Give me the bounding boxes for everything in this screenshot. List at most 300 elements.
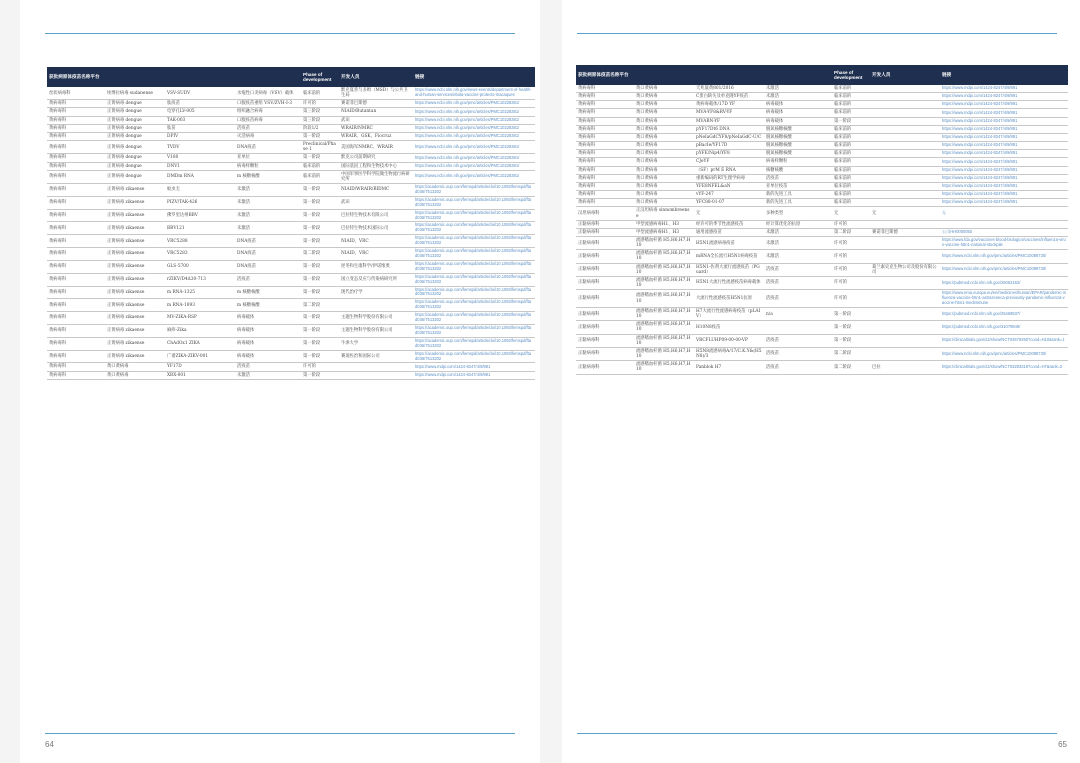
cell-link[interactable]: https://www.mdpi.com/1424-8247/4/9/891 xyxy=(940,101,1068,109)
cell-developer: 默克夏普与多姆（MSD）与公共卫生局 xyxy=(339,87,413,100)
cell-link[interactable]: https://www.mdpi.com/1424-8247/4/9/891 xyxy=(413,363,535,371)
cell-vaccine: 麻疹-Zika xyxy=(165,324,235,337)
cell-pathogen: 正黄病毒 zikaense xyxy=(105,260,165,273)
cell-platform: 未激活 xyxy=(235,184,301,197)
table-row xyxy=(576,334,1068,347)
cell-pathogen: 黄口黄病毒 xyxy=(634,142,694,150)
cell-family: 正黏病毒科 xyxy=(576,236,634,249)
cell-phase: 临床前的 xyxy=(832,133,870,141)
cell-family: 正黏病毒科 xyxy=(576,276,634,289)
cell-developer: NIAID/Butantan xyxy=(339,108,413,116)
cell-platform xyxy=(764,321,832,334)
cell-vaccine: 蚊虫无 xyxy=(165,184,235,197)
cell-platform: m 核糖核酸 xyxy=(235,170,301,183)
top-rule xyxy=(577,33,1057,34)
cell-platform: n/a xyxy=(764,307,832,320)
cell-vaccine: TVDV xyxy=(165,141,235,154)
cell-phase: 许可的 xyxy=(832,236,870,249)
cell-link[interactable]: https://academic.oup.com/femspd/article/doi/10.1093/femspd/ftad036/7513202 xyxy=(413,299,535,312)
cell-family: 黄病毒科 xyxy=(47,286,105,299)
table-row xyxy=(576,93,1068,101)
table-row xyxy=(576,101,1068,109)
cell-pathogen: 黄口黄病毒 xyxy=(634,133,694,141)
cell-link[interactable]: https://www.mdpi.com/1424-8247/4/9/891 xyxy=(940,93,1068,101)
cell-vaccine: 广谱ZIKA-ZIKV-001 xyxy=(165,350,235,363)
table-header-row xyxy=(576,65,1068,85)
cell-vaccine: 通用流感疫苗 xyxy=(694,228,764,236)
cell-phase: 临床前的 xyxy=(832,166,870,174)
cell-developer: 巴拉特生物技术有限公司 xyxy=(339,209,413,222)
cell-family: 黄病毒科 xyxy=(47,337,105,350)
cell-pathogen: 流感嗜血杆菌 H5,H6,H7,H10 xyxy=(634,236,694,249)
cell-pathogen: 黄口黄病毒 xyxy=(634,109,694,117)
cell-developer: 赛迪佐治和国际公司 xyxy=(339,350,413,363)
cell-phase: 许可的 xyxy=(832,276,870,289)
cell-link[interactable]: https://www.mdpi.com/1424-8247/4/9/891 xyxy=(940,133,1068,141)
cell-developer xyxy=(870,334,940,347)
cell-family: 黄病毒科 xyxy=(47,116,105,124)
cell-phase: 第一阶段 xyxy=(301,350,339,363)
cell-link[interactable]: https://www.mdpi.com/1424-8247/4/9/891 xyxy=(940,158,1068,166)
cell-phase: 临床前的 xyxy=(301,170,339,183)
cell-link[interactable]: https://academic.oup.com/femspd/article/doi/10.1093/femspd/ftad036/7513202 xyxy=(413,235,535,248)
cell-developer xyxy=(870,307,940,320)
cell-phase: 临床前的 xyxy=(832,142,870,150)
table-row xyxy=(47,162,535,170)
cell-vaccine: 佛罗里达州BBV xyxy=(165,209,235,222)
cell-phase: 第一阶段 xyxy=(301,184,339,197)
cell-link[interactable] xyxy=(940,220,1068,228)
table-row xyxy=(47,299,535,312)
cell-vaccine: MVABN-YF xyxy=(694,117,764,125)
cell-pathogen: 流感嗜血杆菌 H5,H6,H7,H10 xyxy=(634,290,694,308)
cell-family: 黄病毒科 xyxy=(47,184,105,197)
cell-link[interactable]: https://academic.oup.com/femspd/article/doi/10.1093/femspd/ftad036/7513202 xyxy=(413,312,535,325)
cell-family: 正黏病毒科 xyxy=(576,307,634,320)
cell-family: 正黏病毒科 xyxy=(576,290,634,308)
cell-developer: 主题生物科学股份有限公司 xyxy=(339,312,413,325)
cell-link[interactable]: https://www.mdpi.com/1424-8247/4/9/891 xyxy=(940,199,1068,207)
table-row xyxy=(47,100,535,108)
cell-family: 黄病毒科 xyxy=(576,85,634,93)
cell-pathogen: 黄口黄病毒 xyxy=(634,85,694,93)
cell-platform: 未激活 xyxy=(235,371,301,379)
cell-developer: 现代治疗学 xyxy=(339,286,413,299)
cell-phase: 许可的 xyxy=(832,263,870,276)
cell-vaccine: CJeYF xyxy=(694,158,764,166)
cell-developer xyxy=(339,363,413,371)
cell-developer xyxy=(870,321,940,334)
cell-vaccine: H5N8流感病毒A/17/C.K.Y&(H5N8)/3 xyxy=(694,347,764,360)
cell-phase: 第一阶段 xyxy=(301,273,339,286)
table-row xyxy=(47,196,535,209)
cell-vaccine: 黄病毒载体/17D YF xyxy=(694,101,764,109)
cell-link[interactable]: https://clinicaltrials.gov/ct2/show/NCT03283319?cond=H7&rank=2 xyxy=(940,361,1068,374)
cell-vaccine: 电穿孔LV-005 xyxy=(165,108,235,116)
cell-family: 黄病毒科 xyxy=(576,142,634,150)
cell-pathogen: 黄口黄病毒 xyxy=(634,117,694,125)
left-page xyxy=(20,0,540,763)
cell-family: 黄病毒科 xyxy=(47,209,105,222)
cell-platform: 口服疫苗病毒 xyxy=(235,116,301,124)
cell-link[interactable]: https://www.mdpi.com/1424-8247/4/9/891 xyxy=(940,191,1068,199)
cell-pathogen: 流感嗜血杆菌 H5,H6,H7,H10 xyxy=(634,361,694,374)
cell-family: 黄病毒科 xyxy=(47,170,105,183)
cell-pathogen: 黄口黄病毒 xyxy=(105,363,165,371)
cell-link[interactable]: https://www.ncbi.nlm.nih.gov/pmc/articles/PMC10228381/ xyxy=(413,100,535,108)
cell-family: 黄病毒科 xyxy=(576,109,634,117)
cell-vaccine: DPIV xyxy=(165,132,235,140)
cell-platform: 病毒载体 xyxy=(235,337,301,350)
cell-link[interactable]: https://www.ncbi.nlm.nih.gov/pmc/articles/PMC10088730/ xyxy=(940,250,1068,263)
cell-link[interactable]: https://www.ncbi.nlm.nih.gov/pmc/articles/PMC10228381/ xyxy=(413,162,535,170)
table-row xyxy=(47,87,535,100)
table-row xyxy=(47,170,535,183)
table-row xyxy=(576,250,1068,263)
cell-family: 黄病毒科 xyxy=(576,182,634,190)
cell-family: 正黏病毒科 xyxy=(576,250,634,263)
cell-platform: 核糖核酸 xyxy=(764,166,832,174)
cell-link[interactable]: https://www.mdpi.com/1424-8247/4/9/891 xyxy=(940,166,1068,174)
cell-pathogen: 正黄病毒 dengue xyxy=(105,108,165,116)
cell-phase: 第三阶段 xyxy=(301,116,339,124)
cell-link[interactable]: https://academic.oup.com/femspd/article/doi/10.1093/femspd/ftad036/7513202 xyxy=(413,222,535,235)
cell-developer xyxy=(870,158,940,166)
cell-family: 黄病毒科 xyxy=(47,260,105,273)
cell-link[interactable]: https://academic.oup.com/femspd/article/doi/10.1093/femspd/ftad036/7513202 xyxy=(413,196,535,209)
cell-platform: 未激活 xyxy=(764,228,832,236)
cell-link[interactable]: https://academic.oup.com/femspd/article/doi/10.1093/femspd/ftad036/7513202 xyxy=(413,273,535,286)
cell-developer xyxy=(870,174,940,182)
table-row xyxy=(576,307,1068,320)
cell-family: 黄病毒科 xyxy=(576,150,634,158)
cell-developer: 巴拉 xyxy=(870,361,940,374)
cell-phase: 第一阶段 xyxy=(301,222,339,235)
cell-pathogen: 正黄病毒 dengue xyxy=(105,124,165,132)
cell-developer: WRAIR、GSK、Fiocruz xyxy=(339,132,413,140)
cell-phase: 第三阶段 xyxy=(301,108,339,116)
cell-platform: 病毒样颗粒 xyxy=(764,158,832,166)
table-row xyxy=(576,117,1068,125)
cell-phase: 第二阶段 xyxy=(832,361,870,374)
cell-link[interactable]: https://www.mdpi.com/1424-8247/4/9/891 xyxy=(940,142,1068,150)
cell-platform: 病毒载体 xyxy=(764,117,832,125)
cell-pathogen: 黄口黄病毒 xyxy=(105,371,165,379)
cell-vaccine: pYFE/Nip4/YF8 xyxy=(694,150,764,158)
cell-link[interactable]: https://www.ncbi.nlm.nih.gov/pmc/articles/PMC10228381/ xyxy=(413,132,535,140)
cell-pathogen: 正黄病毒 zikaense xyxy=(105,248,165,261)
cell-link[interactable]: https://academic.oup.com/femspd/article/doi/10.1093/femspd/ftad036/7513202 xyxy=(413,260,535,273)
table-row xyxy=(576,347,1068,360)
cell-platform: 病毒载体 xyxy=(235,350,301,363)
cell-link[interactable]: https://academic.oup.com/femspd/article/doi/10.1093/femspd/ftad036/7513202 xyxy=(413,184,535,197)
cell-developer xyxy=(870,166,940,174)
cell-phase: 第一阶段 xyxy=(832,321,870,334)
cell-family: 正黏病毒科 xyxy=(576,321,634,334)
cell-link[interactable]: https://www.ncbi.nlm.nih.gov/pmc/articles/PMC10088730/ xyxy=(940,347,1068,360)
table-row xyxy=(47,324,535,337)
cell-pathogen: 黄口黄病毒 xyxy=(634,174,694,182)
table-row xyxy=(576,361,1068,374)
cell-pathogen: 流感嗜血杆菌 H5,H6,H7,H10 xyxy=(634,276,694,289)
cell-family: 黄病毒科 xyxy=(47,371,105,379)
cell-family: 黄病毒科 xyxy=(576,117,634,125)
cell-phase: 临床前的 xyxy=(832,125,870,133)
cell-vaccine: PIZV/TAK-426 xyxy=(165,196,235,209)
cell-developer xyxy=(870,276,940,289)
cell-phase: 临床前的 xyxy=(832,93,870,101)
table-row xyxy=(576,207,1068,220)
cell-pathogen: 正黄病毒 zikaense xyxy=(105,209,165,222)
cell-vaccine: pBacIe/YF17D xyxy=(694,142,764,150)
cell-developer xyxy=(870,142,940,150)
cell-platform: 未激活 xyxy=(235,222,301,235)
cell-link[interactable]: 公司HH0000050 xyxy=(940,228,1068,236)
cell-link[interactable]: https://clinicaltrials.gov/ct2/show/NCT04579250?cond=H10&rank=1 xyxy=(940,334,1068,347)
table-row xyxy=(47,286,535,299)
cell-developer xyxy=(870,133,940,141)
cell-family: 黄病毒科 xyxy=(47,141,105,154)
cell-link[interactable]: https://www.ncbi.nlm.nih.gov/pmc/articles/PMC10228381/ xyxy=(413,141,535,154)
cell-family: 黄病毒科 xyxy=(576,133,634,141)
cell-link[interactable]: https://www.mdpi.com/1424-8247/4/9/891 xyxy=(940,109,1068,117)
cell-platform: 未激活 xyxy=(235,209,301,222)
cell-vaccine: YFC88-01-07 xyxy=(694,199,764,207)
cell-platform: 活疫苗 xyxy=(764,361,832,374)
cell-link[interactable]: https://www.ncbi.nlm.nih.gov/pmc/articles/PMC10228381/ xyxy=(413,108,535,116)
cell-family: 正黏病毒科 xyxy=(576,220,634,228)
cell-vaccine: VRC5283 xyxy=(165,248,235,261)
cell-pathogen: 正黄病毒 dengue xyxy=(105,132,165,140)
cell-phase: 第一阶段 xyxy=(301,235,339,248)
cell-pathogen: 黄口黄病毒 xyxy=(634,158,694,166)
cell-link[interactable]: https://www.ncbi.nlm.nih.gov/news-events/department-of-health-and-human-services/ebola-vaccine-protects-macaques xyxy=(413,87,535,100)
cell-platform: 脱氧核糖核酸 xyxy=(764,125,832,133)
header-phase: Phase of development xyxy=(301,67,339,87)
table-row xyxy=(576,182,1068,190)
cell-pathogen: 正黄病毒 zikaense xyxy=(105,273,165,286)
table-row xyxy=(576,125,1068,133)
table-row xyxy=(576,133,1068,141)
cell-pathogen: 甲型流感病毒H1、H3 xyxy=(634,228,694,236)
table-row xyxy=(576,236,1068,249)
cell-phase: 第一阶段 xyxy=(832,117,870,125)
cell-platform: DNA疫苗 xyxy=(235,141,301,154)
cell-phase: 临床前的 xyxy=(832,182,870,190)
table-row xyxy=(47,260,535,273)
cell-link[interactable]: https://www.mdpi.com/1424-8247/4/9/891 xyxy=(940,125,1068,133)
cell-developer xyxy=(870,109,940,117)
cell-link[interactable]: https://www.mdpi.com/1424-8247/4/9/891 xyxy=(940,174,1068,182)
cell-family: 正黏病毒科 xyxy=(576,361,634,374)
cell-link[interactable]: https://pubmed.ncbi.nlm.nih.gov/25469537/ xyxy=(940,307,1068,320)
cell-vaccine: MV-ZIKA-RSP xyxy=(165,312,235,325)
cell-link[interactable]: https://www.ncbi.nlm.nih.gov/pmc/articles/PMC10088730/ xyxy=(940,263,1068,276)
cell-link[interactable]: https://academic.oup.com/femspd/article/doi/10.1093/femspd/ftad036/7513202 xyxy=(413,350,535,363)
cell-developer xyxy=(870,117,940,125)
cell-link[interactable]: https://pubmed.ncbi.nlm.nih.gov/26062153/ xyxy=(940,276,1068,289)
cell-developer xyxy=(870,347,940,360)
cell-vaccine: 肽苗 xyxy=(165,124,235,132)
cell-phase: 第一阶段 xyxy=(301,324,339,337)
cell-pathogen: 流感嗜血杆菌 H5,H6,H7,H10 xyxy=(634,347,694,360)
cell-link[interactable]: https://www.ema.europa.eu/en/medicines/human/EPAR/pandemic-influenza-vaccine-h5n1-astrazeneca-previously-pandemic-influenza-vaccine-h5n1-medimmune xyxy=(940,290,1068,308)
cell-family: 黄病毒科 xyxy=(576,158,634,166)
cell-pathogen: 流感嗜血杆菌 H5,H6,H7,H10 xyxy=(634,307,694,320)
cell-family: 黄病毒科 xyxy=(47,196,105,209)
cell-vaccine: m RNA-1893 xyxy=(165,299,235,312)
header-platform: 获批病原体疫苗名称平台 xyxy=(47,67,235,87)
cell-link[interactable]: https://www.ncbi.nlm.nih.gov/pmc/articles/PMC10228381/ xyxy=(413,116,535,124)
header-blank xyxy=(235,67,301,87)
cell-phase: 许可的 xyxy=(832,290,870,308)
cell-vaccine: VRC5288 xyxy=(165,235,235,248)
table-row xyxy=(576,199,1068,207)
cell-pathogen: 正黄病毒 dengue xyxy=(105,154,165,162)
right-table-body xyxy=(576,85,1068,374)
table-row xyxy=(47,312,535,325)
table-row xyxy=(576,290,1068,308)
table-row xyxy=(47,337,535,350)
cell-phase: 第二阶段 xyxy=(832,347,870,360)
cell-link[interactable]: https://www.mdpi.com/1424-8247/4/9/891 xyxy=(940,182,1068,190)
cell-developer: 国立变态反应与传染病研究所 xyxy=(339,273,413,286)
cell-phase: 许可的 xyxy=(832,250,870,263)
cell-family: 黄病毒科 xyxy=(576,174,634,182)
cell-developer: 赛诺菲巴斯德 xyxy=(870,228,940,236)
cell-phase: 第一阶段 xyxy=(301,337,339,350)
cell-developer xyxy=(870,250,940,263)
left-vaccine-table xyxy=(47,67,535,380)
cell-phase: 无 xyxy=(832,207,870,220)
cell-pathogen: 正黄病毒 zikaense xyxy=(105,299,165,312)
cell-vaccine: H5N1-佐剂大流行流感疫苗（PGuard） xyxy=(694,263,764,276)
cell-family: 黄病毒科 xyxy=(47,162,105,170)
cell-vaccine: H5N1大流行性流感疫苗病毒载体 xyxy=(694,276,764,289)
cell-platform: m 核糖核酸 xyxy=(235,286,301,299)
page-number: 65 xyxy=(1058,740,1067,749)
cell-vaccine: H7大流行性流感病毒疫苗（pLAIV） xyxy=(694,307,764,320)
table-row xyxy=(47,209,535,222)
header-link: 链接 xyxy=(413,67,535,87)
cell-platform: 活疫苗 xyxy=(764,174,832,182)
cell-developer: NIAID、VRC xyxy=(339,248,413,261)
cell-link[interactable]: https://pubmed.ncbi.nlm.nih.gov/31079849/ xyxy=(940,321,1068,334)
cell-link[interactable]: https://academic.oup.com/femspd/article/doi/10.1093/femspd/ftad036/7513202 xyxy=(413,286,535,299)
cell-platform: 灭活病毒 xyxy=(235,132,301,140)
table-row xyxy=(576,191,1068,199)
cell-link[interactable]: https://www.mdpi.com/1424-8247/4/9/891 xyxy=(940,150,1068,158)
cell-pathogen: 黄口黄病毒 xyxy=(634,191,694,199)
cell-developer xyxy=(870,93,940,101)
cell-pathogen: 流感嗜血杆菌 H5,H6,H7,H10 xyxy=(634,263,694,276)
cell-family: 黄病毒科 xyxy=(47,108,105,116)
cell-vaccine: C蛋白缺失及单克隆YF疫苗 xyxy=(694,93,764,101)
cell-phase: 第一阶段 xyxy=(832,307,870,320)
cell-link[interactable]: https://www.mdpi.com/1424-8247/4/9/891 xyxy=(413,371,535,379)
cell-link[interactable]: https://www.mdpi.com/1424-8247/4/9/891 xyxy=(940,85,1068,93)
cell-vaccine: TAK-003 xyxy=(165,116,235,124)
cell-pathogen: 正黄病毒 zikaense xyxy=(105,337,165,350)
cell-family: 正黏病毒科 xyxy=(576,347,634,360)
cell-platform: 脱氧核糖核酸 xyxy=(764,150,832,158)
cell-pathogen: 正黄病毒 zikaense xyxy=(105,312,165,325)
cell-pathogen: 正黄病毒 dengue xyxy=(105,141,165,154)
table-row xyxy=(47,363,535,371)
cell-link[interactable]: https://www.fda.gov/vaccines-blood-biologics/vaccines/influenza-virus-vaccine-h5n1-national-stockpile xyxy=(940,236,1068,249)
cell-vaccine: ChAdOx1 ZIKA xyxy=(165,337,235,350)
cell-phase: 第一阶段 xyxy=(301,371,339,379)
cell-family: 正黏病毒科 xyxy=(576,228,634,236)
cell-pathogen: 甲型流感病毒H1、H3 xyxy=(634,220,694,228)
cell-family: 黄病毒科 xyxy=(576,125,634,133)
cell-vaccine: XRX-001 xyxy=(165,371,235,379)
table-row xyxy=(47,108,535,116)
cell-platform: 活疫苗 xyxy=(764,334,832,347)
cell-link[interactable]: https://www.ncbi.nlm.nih.gov/pmc/articles/PMC10228381/ xyxy=(413,170,535,183)
cell-link[interactable]: https://academic.oup.com/femspd/article/doi/10.1093/femspd/ftad036/7513202 xyxy=(413,248,535,261)
cell-platform: 活疫苗 xyxy=(235,363,301,371)
cell-platform: 病毒载体 xyxy=(764,101,832,109)
cell-vaccine: YFE8NFEL&aN xyxy=(694,182,764,190)
cell-platform: m 核糖核酸 xyxy=(235,299,301,312)
table-row xyxy=(47,154,535,162)
cell-platform: 未激活 xyxy=(235,196,301,209)
cell-vaccine: DNV1 xyxy=(165,162,235,170)
table-row xyxy=(576,150,1068,158)
cell-vaccine: GLS-5700 xyxy=(165,260,235,273)
cell-link[interactable]: https://academic.oup.com/femspd/article/doi/10.1093/femspd/ftad036/7513202 xyxy=(413,337,535,350)
table-row xyxy=(47,184,535,197)
cell-developer: 武田 xyxy=(339,196,413,209)
cell-family: 黄病毒科 xyxy=(47,350,105,363)
cell-developer: 中国军事医学科学院微生物流行病研究所 xyxy=(339,170,413,183)
cell-link[interactable]: https://academic.oup.com/femspd/article/doi/10.1093/femspd/ftad036/7513202 xyxy=(413,209,535,222)
cell-link[interactable]: https://academic.oup.com/femspd/article/doi/10.1093/femspd/ftad036/7513202 xyxy=(413,324,535,337)
cell-family: 黄病毒科 xyxy=(47,100,105,108)
cell-pathogen: 流感嗜血杆菌 H5,H6,H7,H10 xyxy=(634,334,694,347)
table-row xyxy=(47,116,535,124)
cell-phase: 许可的 xyxy=(301,100,339,108)
cell-platform: 活疫苗 xyxy=(764,347,832,360)
cell-developer xyxy=(339,371,413,379)
cell-platform: 未激活 xyxy=(764,250,832,263)
cell-family: 黄病毒科 xyxy=(47,324,105,337)
cell-pathogen: 正黄病毒 dengue xyxy=(105,116,165,124)
cell-link[interactable]: https://www.mdpi.com/1424-8247/4/9/891 xyxy=(940,117,1068,125)
cell-pathogen: 正黄病毒 zikaense xyxy=(105,324,165,337)
cell-phase: 临床前的 xyxy=(832,109,870,117)
cell-platform: 脱氧核糖核酸 xyxy=(764,142,832,150)
cell-pathogen: 正黄病毒 dengue xyxy=(105,162,165,170)
cell-developer: WRAIR/NMRC xyxy=(339,124,413,132)
cell-link[interactable]: https://www.ncbi.nlm.nih.gov/pmc/articles/PMC10228381/ xyxy=(413,124,535,132)
cell-link[interactable]: https://www.ncbi.nlm.nih.gov/pmc/articles/PMC10228381/ xyxy=(413,154,535,162)
cell-developer: NIAID、VRC xyxy=(339,235,413,248)
cell-pathogen: 正黄病毒 zikaense xyxy=(105,222,165,235)
cell-pathogen: 黄口黄病毒 xyxy=(634,93,694,101)
cell-platform: 活疫苗 xyxy=(235,273,301,286)
cell-developer xyxy=(339,299,413,312)
cell-platform: 新的先进工具 xyxy=(764,199,832,207)
cell-link[interactable]: 无 xyxy=(940,207,1068,220)
cell-developer xyxy=(870,290,940,308)
cell-developer: 逆冬和生康科学/伊诺维奥 xyxy=(339,260,413,273)
cell-phase: 许可的 xyxy=(301,363,339,371)
cell-developer: 赛诺菲巴斯德 xyxy=(339,100,413,108)
cell-family: 黄病毒科 xyxy=(47,235,105,248)
cell-developer: 国际基因工程和生物技术中心 xyxy=(339,162,413,170)
